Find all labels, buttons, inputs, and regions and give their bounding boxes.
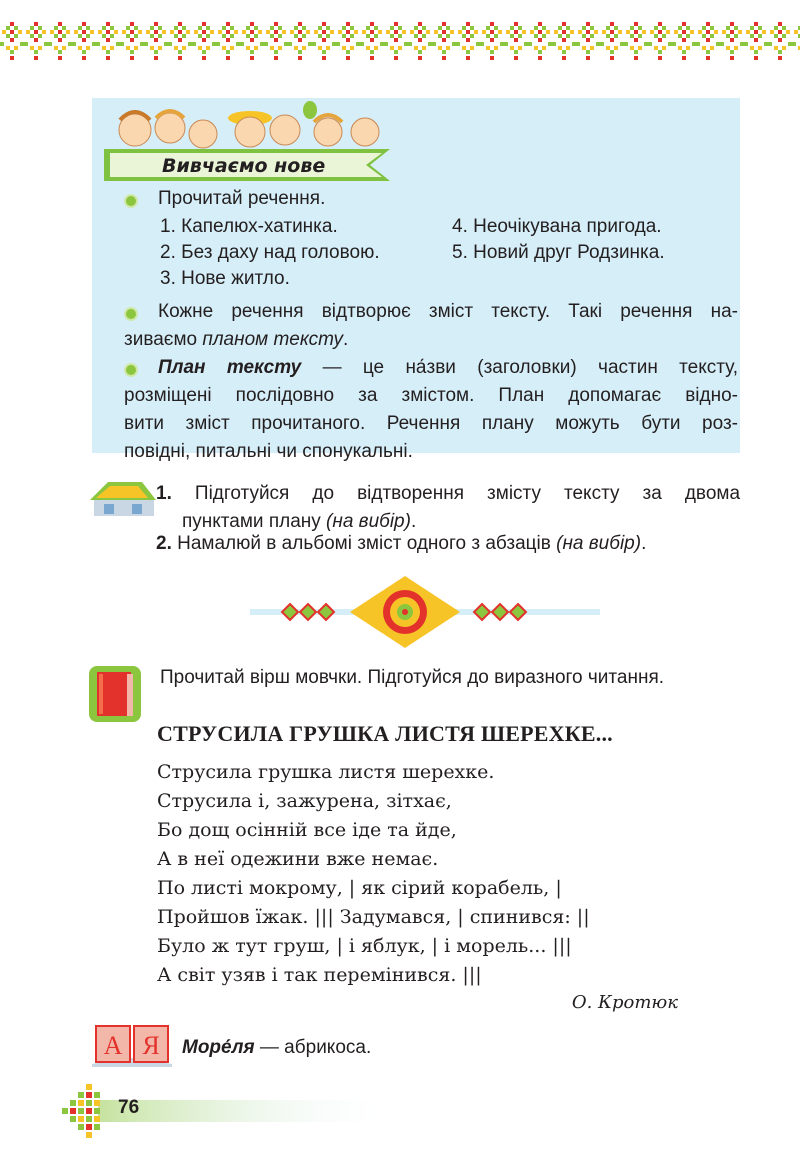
dictionary-term: Море́ля: [182, 1037, 255, 1058]
poem-line: А світ узяв і так перемінився. |||: [157, 964, 482, 986]
para1-suffix: .: [343, 329, 349, 350]
book-icon: [87, 664, 143, 724]
para2-line2: розміщені послідовно за змістом. План допомагає відно-: [124, 385, 738, 406]
plan-item: 1. Капелюх-хатинка.: [160, 216, 338, 237]
para2-line3: вити зміст прочитаного. Речення плану можуть бути роз-: [124, 413, 738, 434]
task-end: .: [410, 511, 417, 532]
task-number: 1.: [156, 483, 172, 504]
task-1: [156, 480, 740, 536]
task-end: .: [641, 533, 647, 554]
house-icon: [86, 478, 158, 518]
dictionary-letter: А: [103, 1031, 123, 1060]
task-note: (на вибір): [556, 533, 642, 554]
dictionary-letter: Я: [142, 1031, 160, 1060]
page-number: 76: [118, 1097, 140, 1118]
dictionary-entry: [182, 1034, 371, 1062]
para2-line4: повідні, питальні чи спонукальні.: [124, 441, 413, 462]
bullet-icon: [124, 194, 138, 208]
plan-item: 5. Новий друг Родзинка.: [452, 242, 665, 263]
task-text: Намалюй в альбомі зміст одного з абзаців: [177, 533, 557, 554]
intro-text: Прочитай речення.: [158, 188, 326, 209]
dictionary-icon: [90, 1024, 174, 1068]
plan-item: 4. Неочікувана пригода.: [452, 216, 662, 237]
plan-item: 2. Без даху над головою.: [160, 242, 380, 263]
poem-line: Струсила грушка листя шерехке.: [157, 761, 495, 783]
task-2: [156, 530, 646, 558]
plan-term-emphasis: планом тексту: [202, 329, 344, 350]
ornament-divider: [190, 572, 620, 652]
footer-ornament: [58, 1080, 378, 1140]
poem-line: По листі мокрому, | як сірий корабель, |: [157, 877, 562, 899]
poem-line: А в неї одежини вже немає.: [157, 848, 439, 870]
top-ornament-border: [0, 18, 800, 66]
para1-line1: Кожне речення відтворює зміст тексту. Такі речення на-: [158, 301, 738, 322]
plan-term-bold: План тексту: [158, 357, 302, 378]
task-text: пунктами плану: [182, 511, 327, 532]
reading-instruction: Прочитай вірш мовчки. Підготуйся до виразного читання.: [160, 667, 665, 688]
plan-explanation-paragraph: [124, 354, 738, 466]
poem-line: Бо дощ осінній все іде та йде,: [157, 819, 457, 841]
poem-line: Пройшов їжак. ||| Задумався, | спинився: ||: [157, 906, 590, 928]
plan-item: 3. Нове житло.: [160, 268, 290, 289]
task-number: 2.: [156, 533, 172, 554]
para1-prefix: зиваємо: [124, 329, 203, 350]
plan-definition-paragraph: [124, 298, 738, 354]
dictionary-definition: — абрикоса.: [254, 1037, 372, 1058]
poem-line: Було ж тут груш, | і яблук, | і морель... |||: [157, 935, 572, 957]
poem-title: СТРУСИЛА ГРУШКА ЛИСТЯ ШЕРЕХКЕ...: [157, 721, 613, 746]
task-text: Підготуйся до відтворення змісту тексту за двома: [194, 483, 741, 504]
poem-author: О. Кротюк: [571, 992, 678, 1013]
poem-line: Струсила і, зажурена, зітхає,: [157, 790, 452, 812]
task-note: (на вибір): [326, 511, 411, 532]
para2-line1: — це на́зви (заголовки) частин тексту,: [301, 357, 739, 378]
section-title: Вивчаємо нове: [162, 155, 326, 177]
